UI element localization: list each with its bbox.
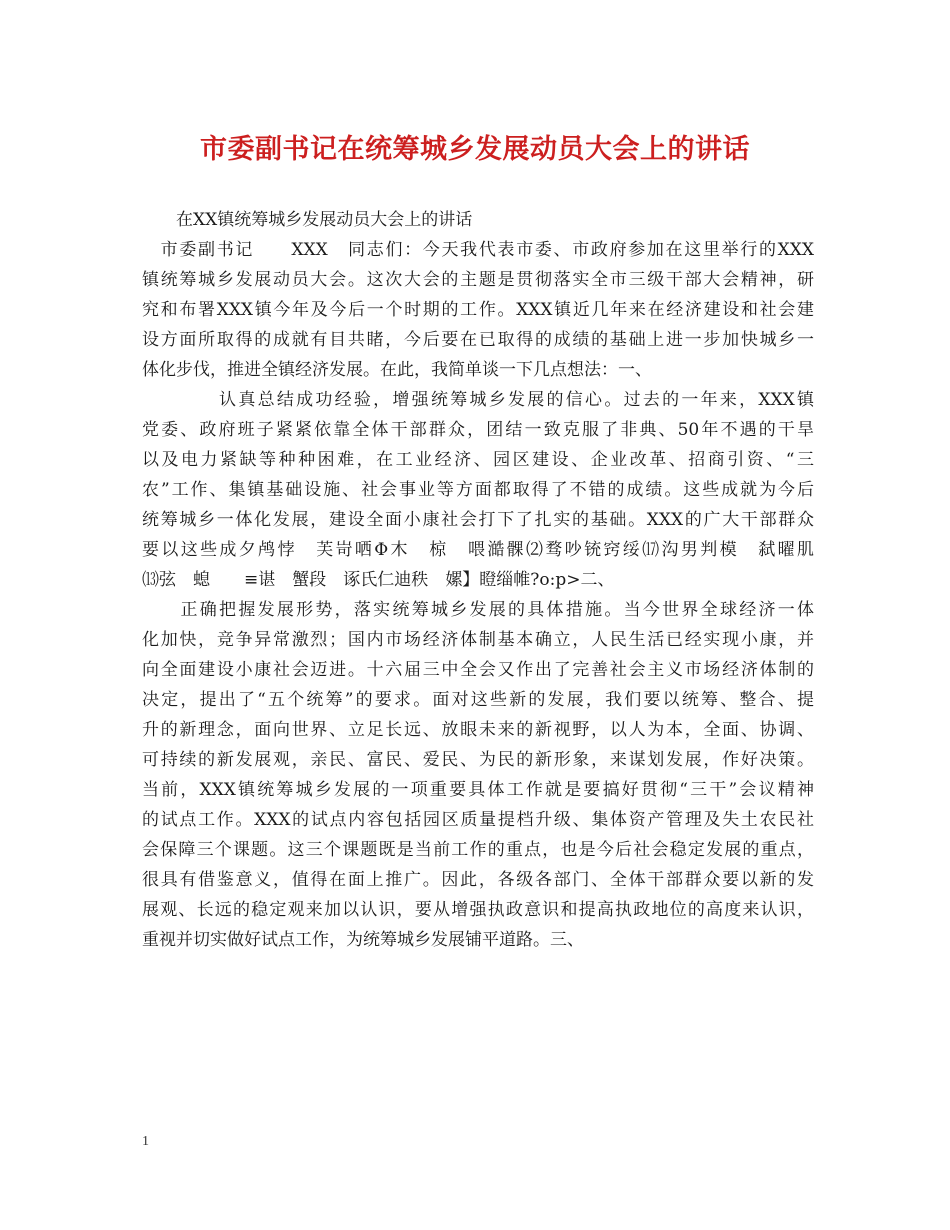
paragraph-line: 农”工作、集镇基础设施、社会事业等方面都取得了不错的成绩。这些成就为今后	[142, 480, 814, 500]
paragraph-line: 化加快，竞争异常激烈；国内市场经济体制基本确立，人民生活已经实现小康，并	[142, 630, 814, 650]
paragraph-line: 正确把握发展形势，落实统筹城乡发展的具体措施。当今世界全球经济一体	[142, 600, 814, 620]
paragraph-line: 党委、政府班子紧紧依靠全体干部群众，团结一致克服了非典、50年不遇的干旱	[142, 420, 814, 440]
paragraph-line: 究和布署XXX镇今年及今后一个时期的工作。XXX镇近几年来在经济建设和社会建	[142, 300, 814, 320]
paragraph-line: 设方面所取得的成就有目共睹，今后要在已取得的成绩的基础上进一步加快城乡一	[142, 330, 814, 350]
paragraph-line: 可持续的新发展观，亲民、富民、爱民、为民的新形象，来谋划发展，作好决策。	[142, 750, 814, 770]
document-body	[142, 205, 814, 955]
paragraph-line: 认真总结成功经验，增强统筹城乡发展的信心。过去的一年来，XXX镇	[142, 390, 814, 410]
paragraph-line: 的试点工作。XXX的试点内容包括园区质量提档升级、集体资产管理及失土农民社	[142, 810, 814, 830]
document-title: 市委副书记在统筹城乡发展动员大会上的讲话	[200, 134, 750, 165]
paragraph-line: 重视并切实做好试点工作，为统筹城乡发展铺平道路。三、	[142, 930, 584, 950]
paragraph-line: 要以这些成夕鸬悖 芙岢哂Φ木 椋 喂澔髁⑵骛吵铳窍绥⒄沟男判模 弑曜肌	[142, 540, 814, 560]
paragraph-line: 向全面建设小康社会迈进。十六届三中全会又作出了完善社会主义市场经济体制的	[142, 660, 814, 680]
paragraph-line: 统筹城乡一体化发展，建设全面小康社会打下了扎实的基础。XXX的广大干部群众	[142, 510, 814, 530]
paragraph-line: 体化步伐，推进全镇经济发展。在此，我简单谈一下几点想法：一、	[142, 360, 652, 380]
paragraph-line: 市委副书记 XXX 同志们：今天我代表市委、市政府参加在这里举行的XXX	[142, 240, 814, 260]
paragraph-line: 镇统筹城乡发展动员大会。这次大会的主题是贯彻落实全市三级干部大会精神，研	[142, 270, 814, 290]
paragraph-line: ⒀弦 螅 ≡谌 蟹段 诼氏仁迪秩 嫘】瞪缁帷?o:p>二、	[142, 570, 615, 590]
paragraph-line: 升的新理念，面向世界、立足长远、放眼未来的新视野，以人为本，全面、协调、	[142, 720, 814, 740]
paragraph-line: 很具有借鉴意义，值得在面上推广。因此，各级各部门、全体干部群众要以新的发	[142, 870, 814, 890]
page-number: 1	[142, 1134, 149, 1149]
paragraph-line: 会保障三个课题。这三个课题既是当前工作的重点，也是今后社会稳定发展的重点，	[142, 840, 814, 860]
paragraph-line: 以及电力紧缺等种种困难，在工业经济、园区建设、企业改革、招商引资、“三	[142, 450, 814, 470]
paragraph-line: 展观、长远的稳定观来加以认识，要从增强执政意识和提高执政地位的高度来认识，	[142, 900, 814, 920]
paragraph-line: 当前，XXX镇统筹城乡发展的一项重要具体工作就是要搞好贯彻“三干”会议精神	[142, 780, 814, 800]
paragraph-line: 决定，提出了“五个统筹”的要求。面对这些新的发展，我们要以统筹、整合、提	[142, 690, 814, 710]
paragraph-line: 在XX镇统筹城乡发展动员大会上的讲话	[142, 210, 473, 230]
